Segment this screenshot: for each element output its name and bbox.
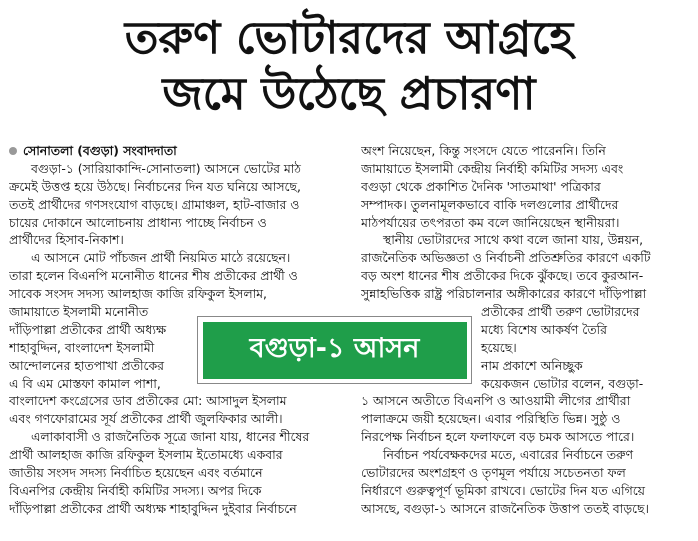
text-line: নির্বাচন পর্যবেক্ষকদের মতে, এবারের নির্বাচনে তরুণ	[383, 447, 634, 463]
text-line: তারা হলেন বিএনপি মনোনীত ধানের শীষ প্রতীকের প্রার্থী ও	[9, 268, 298, 284]
text-line: বগুড়া-১ (সারিয়াকান্দি-সোনাতলা) আসনে ভোটের মাঠ	[31, 160, 301, 176]
text-line: চায়ের দোকানে আলোচনায় প্রাধান্য পাচ্ছে নির্বাচন ও	[9, 214, 267, 230]
text-line: মধ্যে বিশেষ আকর্ষণ তৈরি	[481, 321, 607, 337]
text-line: বগুড়া থেকে প্রকাশিত দৈনিক 'সাতমাথা' পত্রিকার	[361, 178, 601, 194]
text-line: কয়েকজন ভোটার বলেন, বগুড়া-	[481, 375, 644, 391]
text-line: স্থানীয় ভোটারদের সাথে কথা বলে জানা যায়, উন্নয়ন,	[383, 232, 644, 248]
text-line: আন্দোলনের হাতপাখা প্রতীকের	[9, 357, 164, 373]
text-line: এ বি এম মোস্তফা কামাল পাশা,	[9, 375, 161, 391]
banner-label: বগুড়া-১ আসন	[203, 322, 467, 379]
text-line: প্রতীকের প্রার্থী তরুণ ভোটারদের	[481, 304, 640, 320]
text-line: ১ আসনে অতীতে বিএনপি ও আওয়ামী লীগের প্রার্থীরা	[361, 393, 631, 409]
text-line: ততই প্রার্থীদের গণসংযোগ বাড়ছে। গ্রামাঞ্চল, হাট-বাজার ও	[9, 196, 300, 212]
text-line: এলাকাবাসী ও রাজনৈতিক সূত্রে জানা যায়, ধানের শীষের	[31, 429, 310, 445]
text-line: পালাক্রমে জয়ী হয়েছেন। এবার পরিস্থিতি ভিন্ন। সুষ্ঠু ও	[361, 411, 621, 427]
text-line: নির্ধারণে গুরুত্বপূর্ণ ভূমিকা রাখবে। ভোটের দিন যত এগিয়ে	[361, 482, 645, 498]
text-line: সাবেক সংসদ সদস্য আলহাজ কাজি রফিকুল ইসলাম,	[9, 286, 267, 302]
text-line: দাঁড়িপাল্লা প্রতীকের প্রার্থী অধ্যক্ষ	[9, 321, 166, 337]
text-line: সুন্নাহভিত্তিক রাষ্ট্র পরিচালনার অঙ্গীকারের কারণে দাঁড়িপাল্লা	[361, 286, 647, 302]
text-line: অংশ নিয়েছেন, কিন্তু সংসদে যেতে পারেননি। তিনি	[361, 143, 606, 158]
text-line: বাংলাদেশ কংগ্রেসের ডাব প্রতীকের মো: আসাদুল ইসলাম	[9, 393, 287, 409]
text-line: আসছে, বগুড়া-১ আসনে রাজনৈতিক উত্তাপ ততই বাড়ছে।	[361, 500, 649, 516]
text-line: রাজনৈতিক অভিজ্ঞতা ও নির্বাচনী প্রতিশ্রুতির কারণে একটি	[361, 250, 651, 266]
text-line: নিরপেক্ষ নির্বাচন হলে ফলাফলে বড় চমক আসতে পারে।	[361, 429, 635, 445]
text-line: বিএনপির কেন্দ্রীয় নির্বাহী কমিটির সদস্য। অপর দিকে	[9, 482, 262, 498]
headline-line-2: জমে উঠেছে প্রচারণা	[162, 67, 536, 120]
text-line: জাতীয় সংসদ সদস্য নির্বাচিত হয়েছেন এবং বর্তমানে	[9, 465, 263, 481]
text-line: সম্পাদক। তুলনামূলকভাবে বাকি দলগুলোর প্রার্থীদের	[361, 196, 619, 212]
bullet-icon	[9, 147, 17, 155]
text-line: প্রার্থীদের হিসাব-নিকাশ।	[9, 232, 124, 248]
text-line: জামায়াতে ইসলামী কেন্দ্রীয় নির্বাহী কমিটির সদস্য এবং	[361, 160, 624, 176]
text-line: জামায়াতে ইসলামী মনোনীত	[9, 304, 149, 320]
text-line: নাম প্রকাশে অনিচ্ছুক	[481, 357, 583, 373]
text-line: হয়েছে।	[481, 339, 517, 355]
text-line: ভোটারদের অংশগ্রহণ ও তৃণমূল পর্যায়ে সচেতনতা ফল	[361, 465, 626, 481]
text-line: বড় অংশ ধানের শীষ প্রতীকের দিকে ঝুঁকছে। তবে কুরআন-	[361, 268, 644, 284]
text-line: এবং গণফোরামের সূর্য প্রতীকের প্রার্থী জুলফিকার আলী।	[9, 411, 283, 427]
text-line: এ আসনে মোট পাঁচজন প্রার্থী নিয়মিত মাঠে রয়েছেন।	[31, 250, 291, 266]
byline	[9, 142, 342, 160]
text-line: দাঁড়িপাল্লা প্রতীকের প্রার্থী অধ্যক্ষ শাহাবুদ্দিন দুইবার নির্বাচনে	[9, 500, 297, 516]
headline-line-1: তরুণ ভোটারদের আগ্রহে	[124, 11, 574, 64]
text-line: শাহাবুদ্দিন, বাংলাদেশ ইসলামী	[9, 339, 155, 355]
text-line: ক্রমেই উত্তপ্ত হয়ে উঠছে। নির্বাচনের দিন যত ঘনিয়ে আসছে,	[9, 178, 301, 194]
byline-text: সোনাতলা (বগুড়া) সংবাদদাতা	[23, 143, 177, 158]
constituency-banner	[197, 316, 472, 384]
text-line: মাঠপর্যায়ের তৎপরতা কম বলে জানিয়েছেন স্থানীয়রা।	[361, 214, 620, 230]
text-line: প্রার্থী আলহাজ কাজি রফিকুল ইসলাম ইতোমধ্যে একবার	[9, 447, 283, 463]
